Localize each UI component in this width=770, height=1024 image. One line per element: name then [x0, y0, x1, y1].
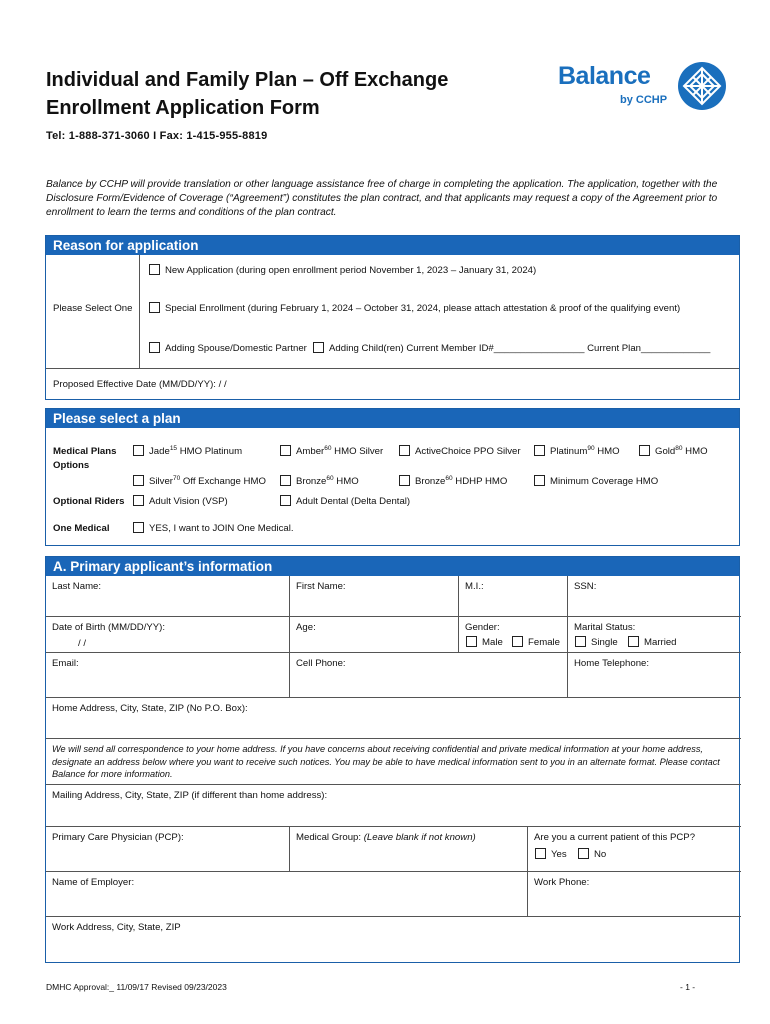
special-enrollment-option[interactable]: [149, 302, 680, 314]
one-medical-checkbox[interactable]: [133, 522, 144, 533]
first-name-field[interactable]: [290, 576, 459, 617]
plan-amber-sup: 60: [324, 445, 332, 452]
gender-male-checkbox[interactable]: [466, 636, 477, 647]
mailing-address-field[interactable]: [46, 785, 741, 827]
plan-silver-name: Silver: [149, 476, 173, 487]
one-medical-option[interactable]: [133, 522, 294, 534]
age-label: Age:: [296, 622, 316, 633]
plan-gold-sup: 80: [675, 445, 683, 452]
work-phone-label: Work Phone:: [534, 877, 590, 888]
plan-bronze-option[interactable]: [280, 475, 359, 487]
marital-married-checkbox[interactable]: [628, 636, 639, 647]
plan-platinum-type: HMO: [594, 446, 620, 457]
marital-married-label: Married: [644, 637, 677, 648]
plan-bronze-hdhp-checkbox[interactable]: [399, 475, 410, 486]
rider-vision-option[interactable]: [133, 495, 228, 507]
plan-bronze-hdhp-sup: 60: [445, 475, 453, 482]
medical-group-field[interactable]: [290, 827, 528, 872]
dob-label: Date of Birth (MM/DD/YY):: [52, 622, 166, 633]
cell-phone-field[interactable]: [290, 653, 568, 698]
dob-field[interactable]: [46, 617, 290, 653]
gender-female-option[interactable]: [512, 636, 560, 648]
pcp-field[interactable]: [46, 827, 290, 872]
plan-jade-option[interactable]: [133, 445, 242, 457]
adding-spouse-label: Adding Spouse/Domestic Partner: [165, 343, 307, 354]
gender-female-label: Female: [528, 637, 560, 648]
last-name-label: Last Name:: [52, 581, 102, 592]
employer-label: Name of Employer:: [52, 877, 135, 888]
medical-plans-label: Medical Plans: [53, 446, 117, 457]
intro-text: Balance by CCHP will provide translation or other language assistance free of charge in completing the application. The application, together with the Disclosure Form/Evidence of Coverage (“Agreement”) constitutes the plan contract, and that applicants may request a copy of the Agreement prior to enrollment to learn the terms and conditions of the plan contract.: [46, 179, 718, 218]
plan-bronze-checkbox[interactable]: [280, 475, 291, 486]
medical-group-hint: (Leave blank if not known): [361, 832, 476, 843]
plan-bronze-sup: 60: [326, 475, 334, 482]
plan-minimum-option[interactable]: [534, 475, 658, 487]
plan-heading: Please select a plan: [46, 409, 739, 428]
plan-jade-sup: 15: [169, 445, 178, 452]
title-line-2: Enrollment Application Form: [46, 97, 320, 119]
logo-wordmark: Balance: [558, 62, 651, 90]
plan-bronze-hdhp-option[interactable]: [399, 475, 507, 487]
cell-phone-label: Cell Phone:: [296, 658, 346, 669]
current-patient-field: [528, 827, 741, 872]
one-medical-text: YES, I want to JOIN One Medical.: [149, 523, 294, 534]
email-label: Email:: [52, 658, 79, 669]
title-line-1: Individual and Family Plan – Off Exchange: [46, 69, 449, 91]
ssn-field[interactable]: [568, 576, 741, 617]
effective-date-field[interactable]: Proposed Effective Date (MM/DD/YY): / /: [53, 379, 227, 390]
employer-field[interactable]: [46, 872, 528, 917]
plan-amber-option[interactable]: [280, 445, 383, 457]
primary-applicant-section: [45, 556, 740, 963]
current-patient-no-label: No: [594, 849, 607, 860]
adding-child-label: Adding Child(ren) Current Member ID#_________________ Current Plan_____________: [329, 343, 711, 354]
new-application-option[interactable]: [149, 264, 536, 276]
plan-platinum-checkbox[interactable]: [534, 445, 545, 456]
rider-vision-label: Adult Vision (VSP): [149, 496, 228, 507]
plan-platinum-name: Platinum: [550, 446, 588, 457]
medical-options-label: Options: [53, 460, 90, 471]
medical-group-title: Medical Group:: [296, 832, 362, 843]
email-field[interactable]: [46, 653, 290, 698]
form-title: [46, 66, 516, 122]
first-name-label: First Name:: [296, 581, 346, 592]
primary-applicant-heading: A. Primary applicant’s information: [46, 557, 739, 576]
plan-silver-checkbox[interactable]: [133, 475, 144, 486]
current-patient-no-checkbox[interactable]: [578, 848, 589, 859]
current-patient-yes-label: Yes: [551, 849, 567, 860]
current-patient-no-option[interactable]: [578, 848, 606, 860]
gender-female-checkbox[interactable]: [512, 636, 523, 647]
work-address-label: Work Address, City, State, ZIP: [52, 922, 181, 933]
plan-gold-option[interactable]: [639, 445, 708, 457]
plan-jade-checkbox[interactable]: [133, 445, 144, 456]
plan-activechoice-checkbox[interactable]: [399, 445, 410, 456]
last-name-field[interactable]: [46, 576, 290, 617]
marital-single-option[interactable]: [575, 636, 618, 648]
plan-minimum-name: Minimum Coverage HMO: [550, 476, 659, 487]
plan-gold-name: Gold: [655, 446, 676, 457]
plan-bronze-type: HMO: [333, 476, 359, 487]
mailing-address-label: Mailing Address, City, State, ZIP (if different than home address):: [52, 790, 328, 801]
diamond-lattice-icon: [676, 60, 728, 112]
correspondence-notice: [46, 739, 741, 785]
balance-logo: [558, 60, 728, 116]
one-medical-label: One Medical: [53, 523, 110, 534]
medical-group-label: [296, 832, 476, 843]
plan-silver-type: Off Exchange HMO: [180, 476, 266, 487]
home-address-label: Home Address, City, State, ZIP (No P.O. Box):: [52, 703, 248, 714]
ssn-label: SSN:: [574, 581, 597, 592]
special-enrollment-checkbox[interactable]: [149, 302, 160, 313]
plan-bronze-hdhp-name: Bronze: [415, 476, 446, 487]
current-patient-yes-option[interactable]: [535, 848, 567, 860]
plan-silver-option[interactable]: [133, 475, 266, 487]
plan-platinum-sup: 90: [587, 445, 595, 452]
gender-label: Gender:: [465, 622, 500, 633]
plan-activechoice-name: ActiveChoice PPO Silver: [415, 446, 521, 457]
plan-minimum-checkbox[interactable]: [534, 475, 545, 486]
contact-info: Tel: 1-888-371-3060 I Fax: 1-415-955-8819: [46, 130, 268, 142]
plan-amber-type: HMO Silver: [331, 446, 384, 457]
new-application-label: New Application (during open enrollment period November 1, 2023 – January 31, 2024): [165, 265, 537, 276]
please-select-cell: [46, 255, 140, 369]
gender-field: [459, 617, 568, 653]
plan-amber-name: Amber: [296, 446, 325, 457]
marital-married-option[interactable]: [628, 636, 677, 648]
home-address-field[interactable]: [46, 698, 741, 739]
adding-spouse-checkbox[interactable]: [149, 342, 160, 353]
page-number: - 1 -: [680, 982, 696, 992]
reason-options: [140, 255, 739, 369]
new-application-checkbox[interactable]: [149, 264, 160, 275]
reason-heading: Reason for application: [46, 236, 739, 255]
reason-section: [45, 235, 740, 400]
approval-footer: DMHC Approval:_ 11/09/17 Revised 09/23/2023: [46, 982, 227, 992]
work-address-field[interactable]: [46, 917, 741, 963]
plan-jade-name: Jade: [149, 446, 170, 457]
plan-section: [45, 408, 740, 546]
plan-bronze-hdhp-type: HDHP HMO: [452, 476, 508, 487]
special-enrollment-label: Special Enrollment (during February 1, 2024 – October 31, 2024, please attach attestation & proof of the qualifying event): [165, 303, 681, 314]
plan-activechoice-option[interactable]: [399, 445, 521, 457]
work-phone-field[interactable]: [528, 872, 741, 917]
optional-riders-label: Optional Riders: [53, 496, 125, 507]
correspondence-notice-text: We will send all correspondence to your home address. If you have concerns about receiving confidential and private medical information at your home address, designate an address below where you want to receive such notices. You may be able to have medical information sent to you in an alternate format. Please contact Balance for more information.: [52, 744, 720, 779]
gender-male-option[interactable]: [466, 636, 503, 648]
logo-subtitle: by CCHP: [620, 94, 668, 106]
rider-dental-option[interactable]: [280, 495, 410, 507]
marital-status-label: Marital Status:: [574, 622, 636, 633]
mi-field[interactable]: [459, 576, 568, 617]
marital-status-field: [568, 617, 741, 653]
plan-bronze-name: Bronze: [296, 476, 327, 487]
marital-single-label: Single: [591, 637, 618, 648]
rider-dental-checkbox[interactable]: [280, 495, 291, 506]
adding-spouse-option[interactable]: [149, 342, 307, 354]
plan-amber-checkbox[interactable]: [280, 445, 291, 456]
marital-single-checkbox[interactable]: [575, 636, 586, 647]
plan-gold-type: HMO: [682, 446, 708, 457]
current-patient-yes-checkbox[interactable]: [535, 848, 546, 859]
adding-child-option[interactable]: [313, 342, 710, 354]
home-telephone-label: Home Telephone:: [574, 658, 650, 669]
dob-slashes: / /: [78, 638, 86, 649]
please-select-label: Please Select One: [53, 303, 133, 314]
current-patient-label: Are you a current patient of this PCP?: [534, 832, 696, 843]
home-telephone-field[interactable]: [568, 653, 741, 698]
rider-vision-checkbox[interactable]: [133, 495, 144, 506]
plan-platinum-option[interactable]: [534, 445, 620, 457]
mi-label: M.I.:: [465, 581, 484, 592]
plan-jade-type: HMO Platinum: [177, 446, 243, 457]
plan-silver-sup: 70: [173, 475, 181, 482]
plan-gold-checkbox[interactable]: [639, 445, 650, 456]
gender-male-label: Male: [482, 637, 503, 648]
pcp-label: Primary Care Physician (PCP):: [52, 832, 184, 843]
age-field[interactable]: [290, 617, 459, 653]
rider-dental-label: Adult Dental (Delta Dental): [296, 496, 411, 507]
adding-child-checkbox[interactable]: [313, 342, 324, 353]
